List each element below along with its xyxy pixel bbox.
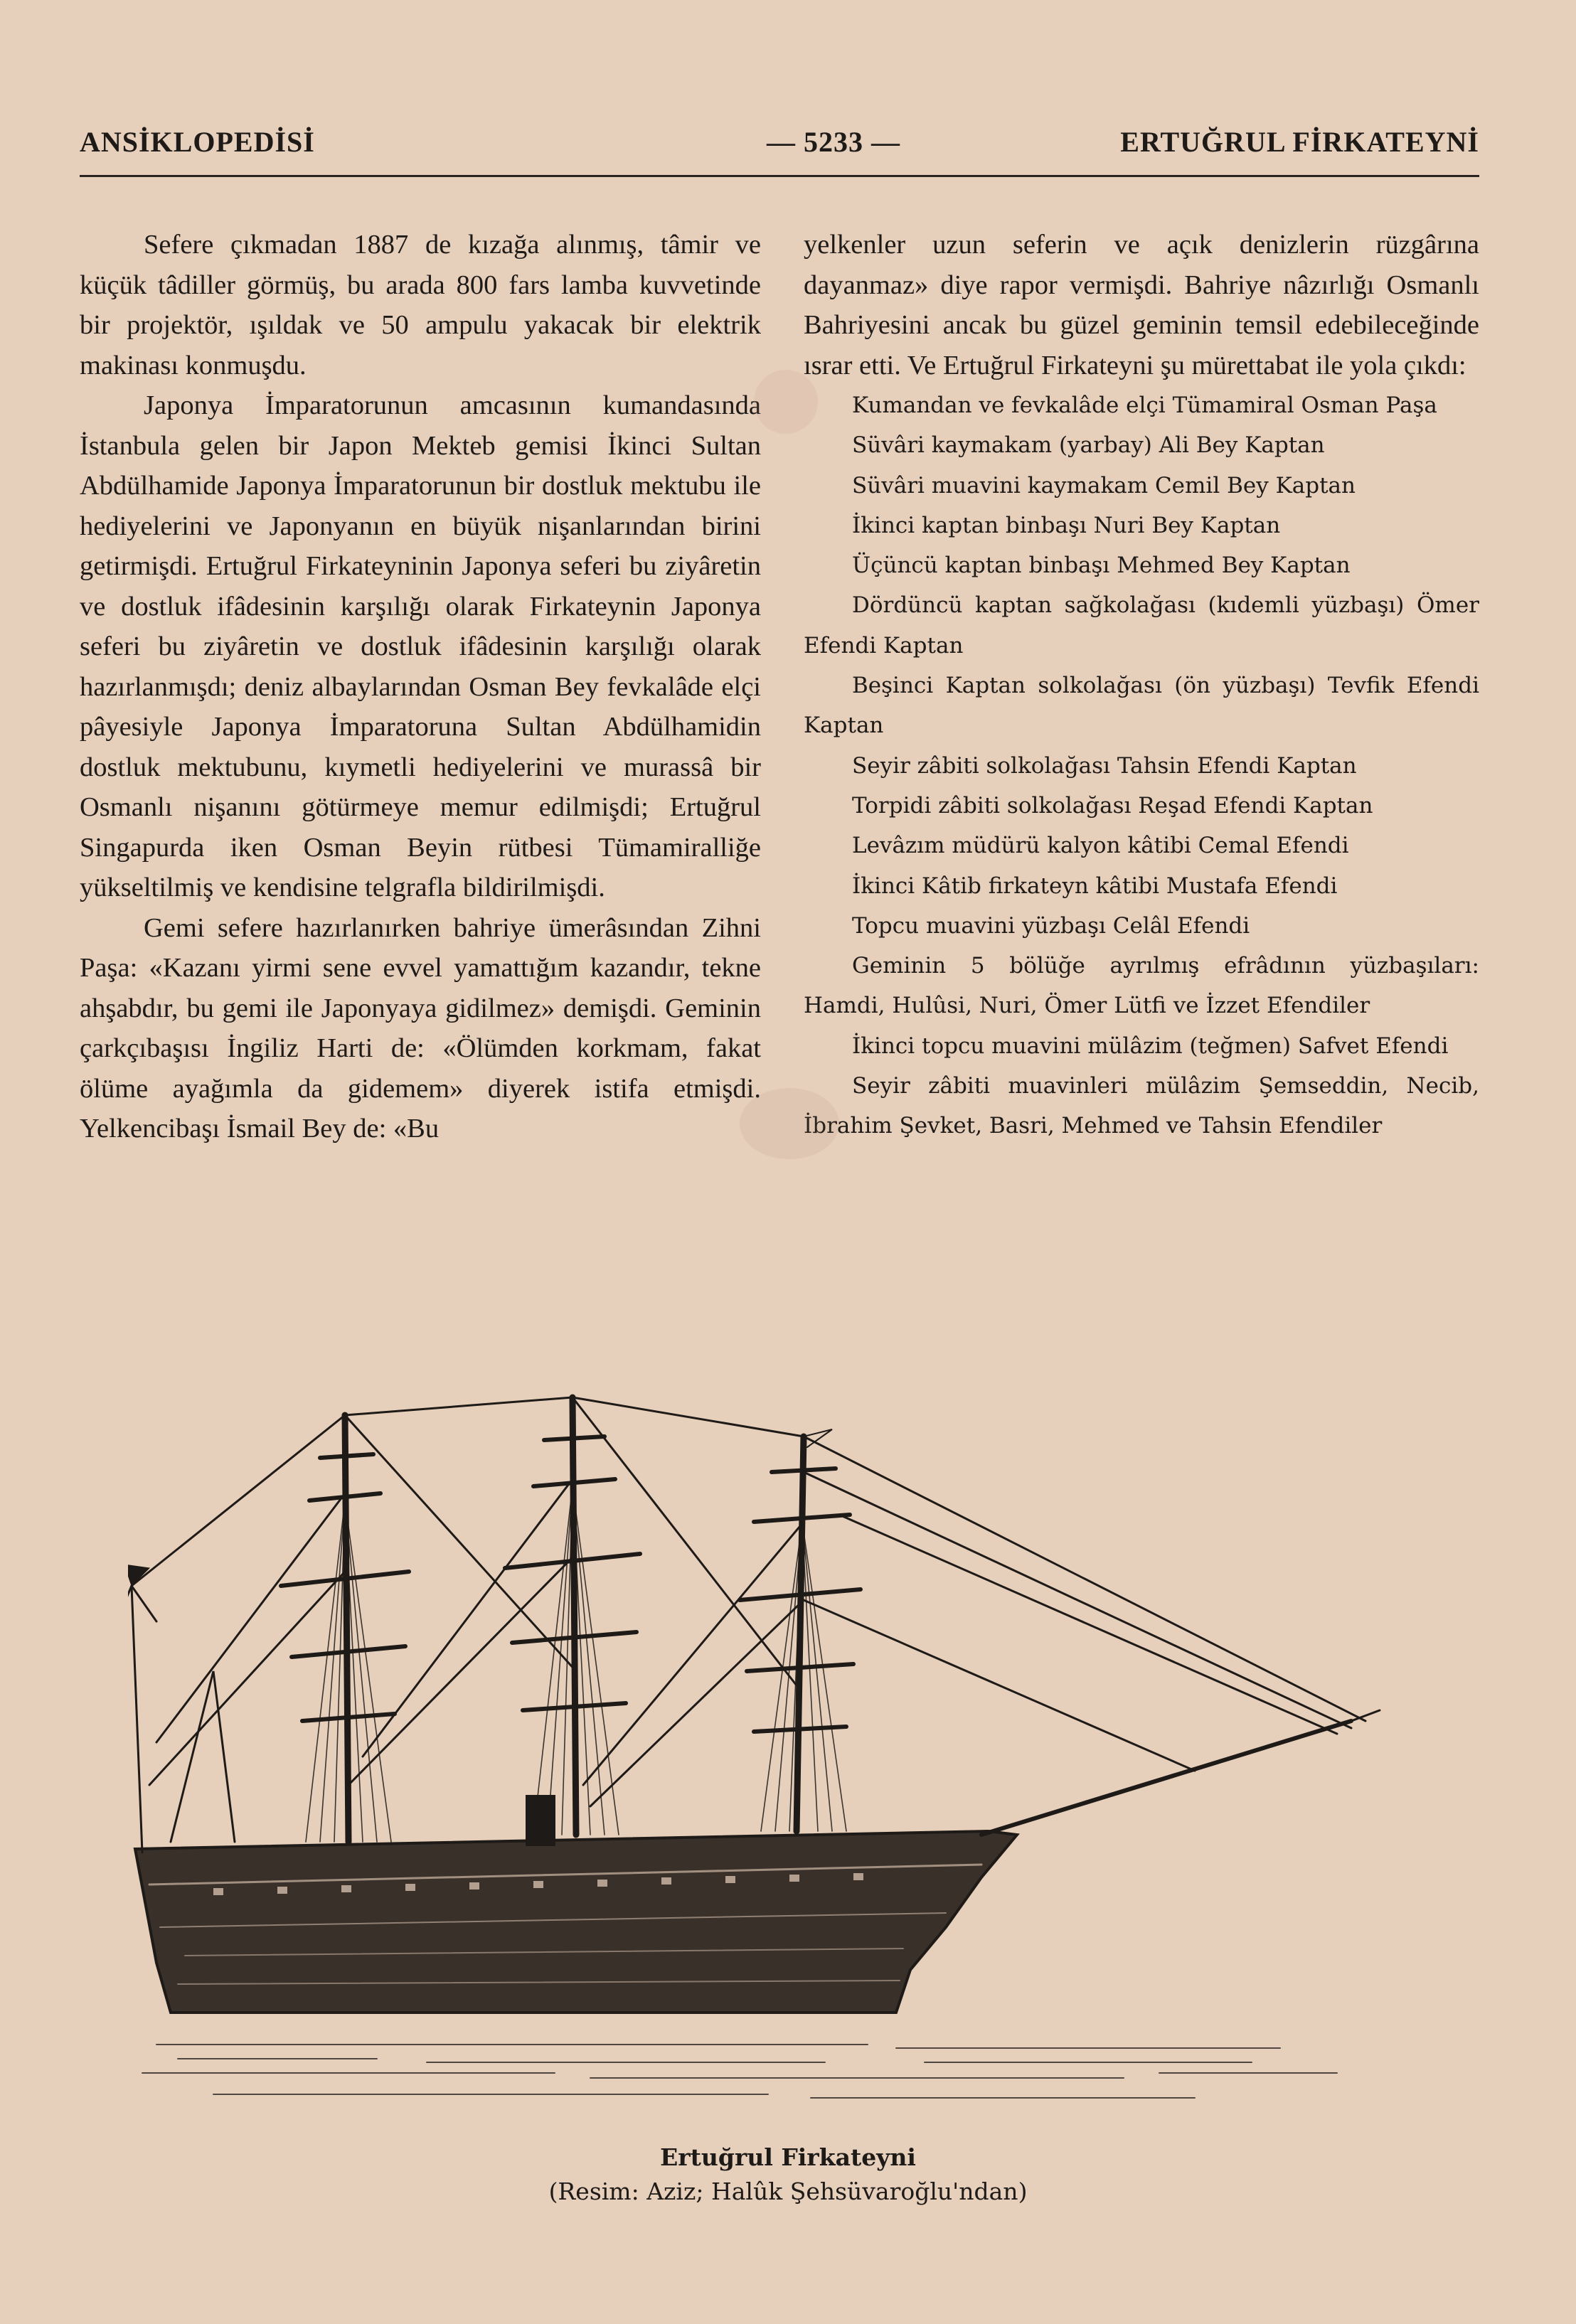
header-right-title: ERTUĞRUL FİRKATEYNİ: [1120, 126, 1479, 158]
crew-item: Kumandan ve fevkalâde elçi Tümamiral Osman Paşa: [852, 393, 1437, 418]
crew-item: Süvâri kaymakam (yarbay) Ali Bey Kaptan: [852, 432, 1325, 459]
funnel: [526, 1796, 555, 1845]
crew-item: Geminin 5 bölüğe ayrılmış efrâdının yüzbaşıları: Hamdi, Hulûsi, Nuri, Ömer Lütfi ve İzzet Efendiler: [804, 953, 1479, 1019]
paragraph-1: Sefere çıkmadan 1887 de kızağa alınmış, tâmir ve küçük tâdiller görmüş, bu arada 800 fars lamba kuvvetinde bir projektör, ışıldak ve 50 ampulu yakacak bir elektrik makinası konmuşdu.: [80, 230, 761, 380]
bowsprit: [981, 1721, 1351, 1835]
paragraph-3: Gemi sefere hazırlanırken bahriye ümerâsından Zihni Paşa: «Kazanı yirmi sene evvel yamattığım kazandır, tekne ahşabdır, bu gemi ile Japonyaya gidilmez» demişdi. Geminin çarkçıbaşısı İngiliz Harti de: «Ölümden korkmam, fakat ölüme ayağımla da gidemem» diyerek istifa etmişdi. Yelkencibaşı İsmail Bey de: «Bu: [80, 912, 761, 1144]
caption-title: Ertuğrul Firkateyni: [660, 2143, 916, 2171]
crew-item: Seyir zâbiti muavinleri mülâzim Şemseddin, Necib, İbrahim Şevket, Basri, Mehmed ve Tahsin Efendiler: [804, 1073, 1479, 1139]
crew-item: Dördüncü kaptan sağkolağası (kıdemli yüzbaşı) Ömer Efendi Kaptan: [804, 592, 1479, 659]
crew-item: Üçüncü kaptan binbaşı Mehmed Bey Kaptan: [852, 553, 1351, 579]
crew-item: Levâzım müdürü kalyon kâtibi Cemal Efendi: [852, 833, 1349, 859]
header-left-title: ANSİKLOPEDİSİ: [80, 126, 315, 158]
paragraph-2: Japonya İmparatorunun amcasının kumandasında İstanbula gelen bir Japon Mekteb gemisi İkinci Sultan Abdülhamide Japonya İmparatorunun bir dostluk mektubu ile hediyelerini ve Japonyanın en büyük nişanlarından birini getirmişdi. Ertuğrul Firkateyninin Japonya seferi bu ziyâretin ve dostluk ifâdesinin karşılığı olarak Firkateynin Japonya seferi bu ziyâretin ve dostluk ifâdesinin karşılığı olarak hazırlanmışdı; deniz albaylarından Osman Bey fevkalâde elçi pâyesiyle Japonya İmparatoruna Sultan Abdülhamidin dostluk mektubunu, kıymetli hediyelerini ve murassâ bir Osmanlı nişanını götürmeye memur edilmişdi; Ertuğrul Singapurda iken Osman Beyin rütbesi Tümamiralliğe yükseltilmiş ve kendisine telgrafla bildirilmişdi.: [80, 390, 761, 902]
crew-list: [804, 385, 1479, 1146]
masts: [345, 1397, 804, 1842]
header-rule: [80, 175, 1479, 177]
right-column: [804, 225, 1479, 1146]
caption-credit: (Resim: Aziz; Halûk Şehsüvaroğlu'ndan): [548, 2178, 1028, 2205]
running-header: [80, 119, 1479, 169]
water-lines: [142, 2045, 1337, 2098]
crew-item: İkinci Kâtib firkateyn kâtibi Mustafa Efendi: [852, 873, 1338, 899]
paragraph-continuation: yelkenler uzun seferin ve açık denizlerin rüzgârına dayanmaz» diye rapor vermişdi. Bahriye nâzırlığı Osmanlı Bahriyesini ancak bu güzel geminin temsil edebileceğinde ısrar etti. Ve Ertuğrul Firkateyni şu mürettabat ile yola çıkdı:: [804, 230, 1479, 380]
left-column: [80, 225, 761, 1149]
figure-caption: [284, 2141, 1292, 2209]
hull: [135, 1831, 1017, 2013]
crew-item: Torpidi zâbiti solkolağası Reşad Efendi Kaptan: [852, 792, 1373, 819]
crew-item: Seyir zâbiti solkolağası Tahsin Efendi Kaptan: [852, 752, 1357, 779]
crew-item: İkinci kaptan binbaşı Nuri Bey Kaptan: [852, 512, 1281, 538]
page-number: — 5233 —: [767, 126, 900, 158]
crew-item: Topcu muavini yüzbaşı Celâl Efendi: [852, 912, 1250, 939]
frigate-illustration: [128, 1387, 1408, 2105]
crew-item: Beşinci Kaptan solkolağası (ön yüzbaşı) Tevfik Efendi Kaptan: [804, 673, 1479, 739]
crew-item: İkinci topcu muavini mülâzim (teğmen) Safvet Efendi: [852, 1033, 1449, 1059]
crew-item: Süvâri muavini kaymakam Cemil Bey Kaptan: [852, 472, 1356, 499]
